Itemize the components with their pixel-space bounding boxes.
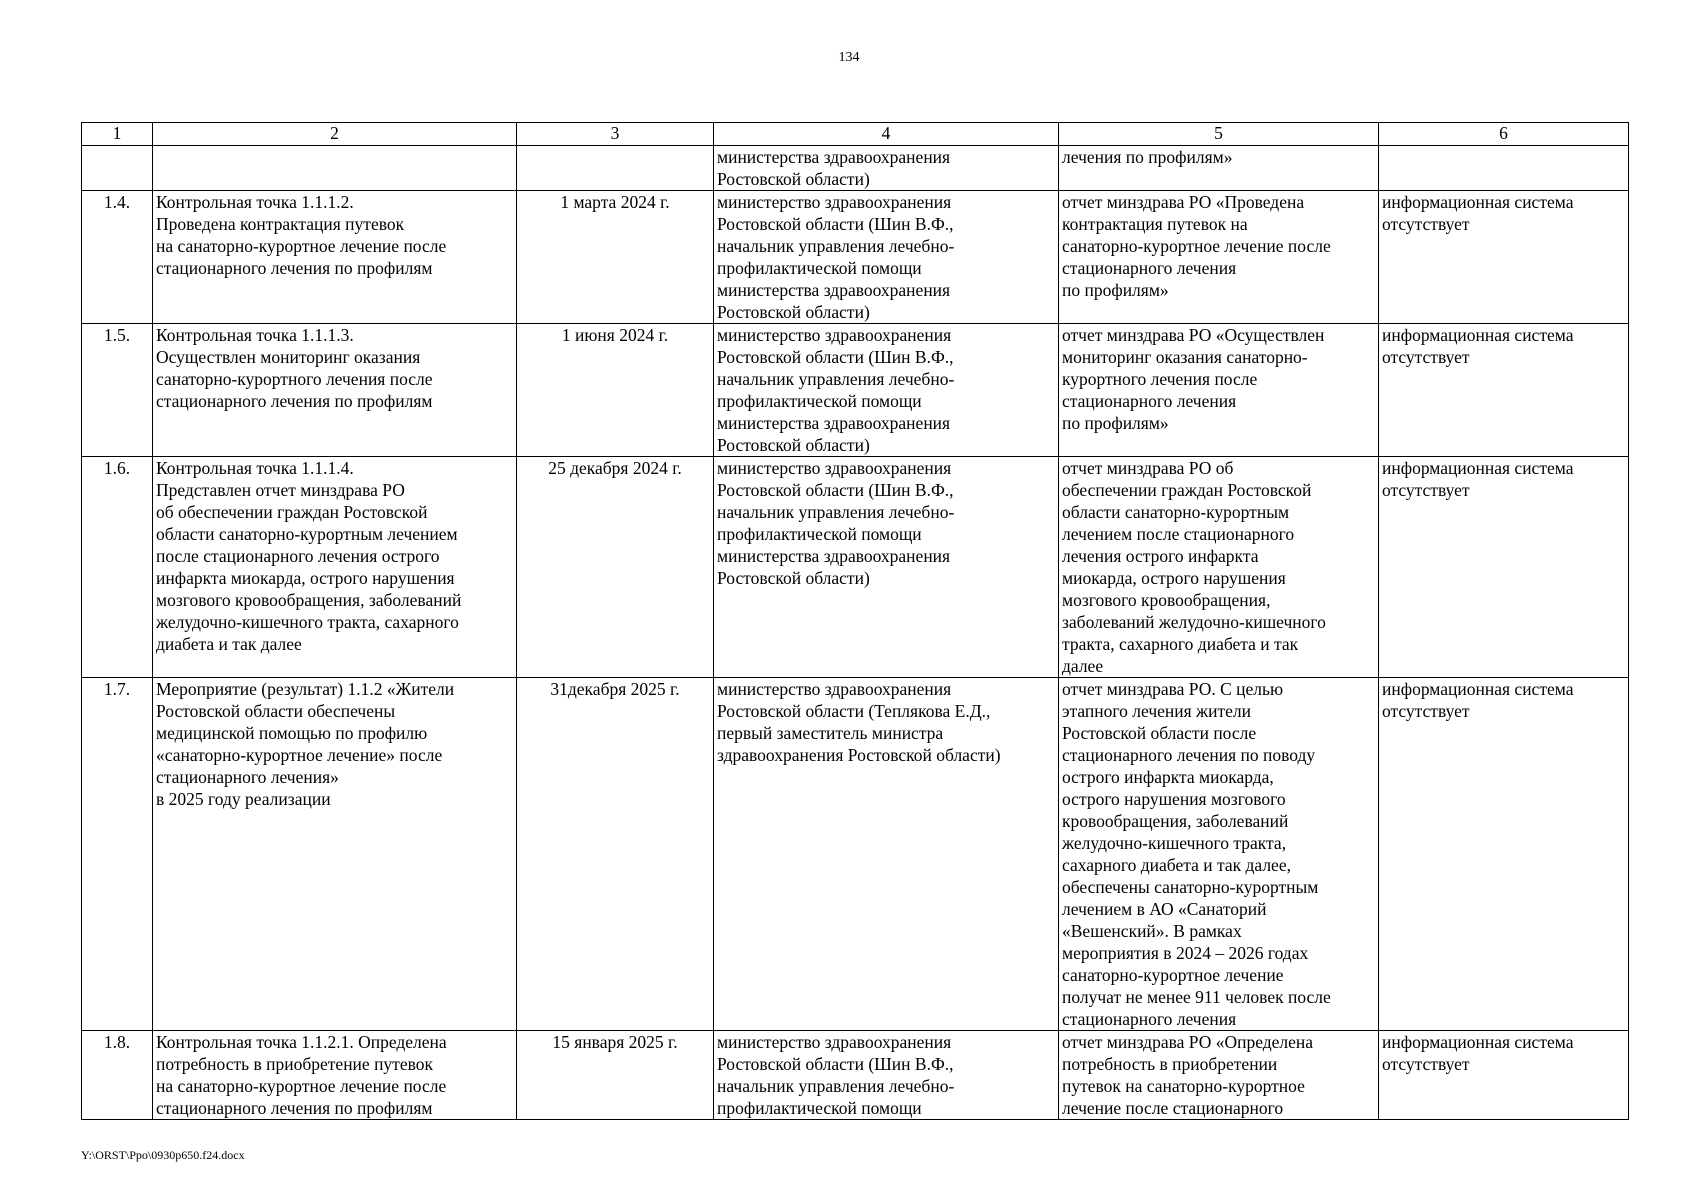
deadline-cell: 1 июня 2024 г. [517, 324, 714, 457]
cell-text-line: начальник управления лечебно- [717, 1076, 955, 1096]
header-cell-1: 1 [82, 123, 153, 146]
responsible-cell [714, 324, 1059, 457]
table-row [82, 324, 1629, 457]
cell-text-line: санаторно-курортное лечение после [1062, 236, 1331, 256]
cell-text-line: санаторно-курортного лечения после [156, 369, 433, 389]
row-number-cell [82, 146, 153, 191]
cell-text-line: отсутствует [1382, 347, 1470, 367]
cell-text-line: стационарного лечения по профилям [156, 258, 433, 278]
table-row [82, 1031, 1629, 1120]
cell-text-line: Ростовской области (Шин В.Ф., [717, 480, 954, 500]
cell-text-line: Представлен отчет минздрава РО [156, 480, 405, 500]
result-cell [1059, 678, 1379, 1031]
cell-text-line: острого нарушения мозгового [1062, 789, 1286, 809]
measure-name-cell [153, 1031, 517, 1120]
result-cell [1059, 191, 1379, 324]
cell-text-line: получат не менее 911 человек после [1062, 987, 1331, 1007]
cell-text-line: начальник управления лечебно- [717, 502, 955, 522]
cell-text-line: Осуществлен мониторинг оказания [156, 347, 421, 367]
cell-text-line: Ростовской области) [717, 169, 870, 189]
deadline-cell: 25 декабря 2024 г. [517, 457, 714, 678]
cell-text-line: медицинской помощью по профилю [156, 723, 428, 743]
cell-text-line: стационарного лечения [1062, 258, 1237, 278]
cell-text-line: Мероприятие (результат) 1.1.2 «Жители [156, 679, 455, 699]
result-cell [1059, 146, 1379, 191]
cell-text-line: отсутствует [1382, 701, 1470, 721]
info-system-cell [1379, 1031, 1629, 1120]
cell-text-line: диабета и так далее [156, 634, 302, 654]
info-system-cell [1379, 457, 1629, 678]
cell-text-line: стационарного лечения по поводу [1062, 745, 1316, 765]
header-cell-2: 2 [153, 123, 517, 146]
info-system-cell [1379, 146, 1629, 191]
cell-text-line: здравоохранения Ростовской области) [717, 745, 1001, 765]
cell-text-line: санаторно-курортное лечение [1062, 965, 1284, 985]
cell-text-line: инфаркта миокарда, острого нарушения [156, 568, 455, 588]
cell-text-line: Ростовской области обеспечены [156, 701, 396, 721]
cell-text-line: по профилям» [1062, 413, 1169, 433]
cell-text-line: Ростовской области (Шин В.Ф., [717, 214, 954, 234]
cell-text-line: профилактической помощи [717, 391, 922, 411]
cell-text-line: лечением после стационарного [1062, 524, 1295, 544]
deadline-cell: 15 января 2025 г. [517, 1031, 714, 1120]
cell-text-line: заболеваний желудочно-кишечного [1062, 612, 1326, 632]
cell-text-line: Контрольная точка 1.1.1.4. [156, 458, 354, 478]
cell-text-line: об обеспечении граждан Ростовской [156, 502, 428, 522]
cell-text-line: министерство здравоохранения [717, 325, 952, 345]
cell-text-line: мозгового кровообращения, [1062, 590, 1271, 610]
info-system-cell [1379, 324, 1629, 457]
cell-text-line: стационарного лечения [1062, 391, 1237, 411]
cell-text-line: обеспечении граждан Ростовской [1062, 480, 1312, 500]
cell-text-line: стационарного лечения по профилям [156, 1098, 433, 1118]
cell-text-line: Ростовской области (Теплякова Е.Д., [717, 701, 991, 721]
cell-text-line: отчет минздрава РО. С целью [1062, 679, 1284, 699]
measure-name-cell [153, 457, 517, 678]
cell-text-line: отчет минздрава РО «Определена [1062, 1032, 1314, 1052]
measures-table [81, 122, 1629, 1120]
measure-name-cell [153, 678, 517, 1031]
cell-text-line: отчет минздрава РО «Проведена [1062, 192, 1305, 212]
info-system-cell [1379, 191, 1629, 324]
cell-text-line: министерство здравоохранения [717, 679, 952, 699]
cell-text-line: отсутствует [1382, 214, 1470, 234]
cell-text-line: желудочно-кишечного тракта, сахарного [156, 612, 459, 632]
deadline-cell: 1 марта 2024 г. [517, 191, 714, 324]
responsible-cell [714, 191, 1059, 324]
cell-text-line: мозгового кровообращения, заболеваний [156, 590, 462, 610]
cell-text-line: начальник управления лечебно- [717, 236, 955, 256]
responsible-cell [714, 678, 1059, 1031]
deadline-cell: 31декабря 2025 г. [517, 678, 714, 1031]
cell-text-line: стационарного лечения [1062, 1009, 1237, 1029]
header-row [82, 123, 1629, 146]
cell-text-line: «санаторно-курортное лечение» после [156, 745, 443, 765]
cell-text-line: этапного лечения жители [1062, 701, 1252, 721]
cell-text-line: информационная система [1382, 1032, 1574, 1052]
cell-text-line: министерства здравоохранения [717, 147, 951, 167]
cell-text-line: отсутствует [1382, 480, 1470, 500]
row-number-cell: 1.4. [82, 191, 153, 324]
cell-text-line: на санаторно-курортное лечение после [156, 236, 447, 256]
cell-text-line: потребность в приобретении [1062, 1054, 1278, 1074]
cell-text-line: отсутствует [1382, 1054, 1470, 1074]
cell-text-line: стационарного лечения» [156, 767, 339, 787]
result-cell [1059, 1031, 1379, 1120]
header-cell-3: 3 [517, 123, 714, 146]
cell-text-line: профилактической помощи [717, 258, 922, 278]
result-cell [1059, 457, 1379, 678]
cell-text-line: лечение после стационарного [1062, 1098, 1284, 1118]
cell-text-line: мониторинг оказания санаторно- [1062, 347, 1308, 367]
cell-text-line: Контрольная точка 1.1.1.2. [156, 192, 354, 212]
cell-text-line: после стационарного лечения острого [156, 546, 440, 566]
cell-text-line: «Вешенский». В рамках [1062, 921, 1242, 941]
cell-text-line: области санаторно-курортным лечением [156, 524, 458, 544]
cell-text-line: Ростовской области) [717, 435, 870, 455]
cell-text-line: Ростовской области (Шин В.Ф., [717, 1054, 954, 1074]
cell-text-line: профилактической помощи [717, 1098, 922, 1118]
cell-text-line: по профилям» [1062, 280, 1169, 300]
cell-text-line: мероприятия в 2024 – 2026 годах [1062, 943, 1309, 963]
cell-text-line: кровообращения, заболеваний [1062, 811, 1289, 831]
measure-name-cell [153, 324, 517, 457]
cell-text-line: лечения по профилям» [1062, 147, 1233, 167]
cell-text-line: в 2025 году реализации [156, 789, 331, 809]
row-number-cell: 1.5. [82, 324, 153, 457]
cell-text-line: отчет минздрава РО «Осуществлен [1062, 325, 1325, 345]
cell-text-line: министерство здравоохранения [717, 458, 952, 478]
responsible-cell [714, 146, 1059, 191]
cell-text-line: Ростовской области (Шин В.Ф., [717, 347, 954, 367]
cell-text-line: сахарного диабета и так далее, [1062, 855, 1291, 875]
cell-text-line: острого инфаркта миокарда, [1062, 767, 1274, 787]
deadline-cell [517, 146, 714, 191]
cell-text-line: стационарного лечения по профилям [156, 391, 433, 411]
cell-text-line: информационная система [1382, 192, 1574, 212]
table-row [82, 678, 1629, 1031]
table-row [82, 191, 1629, 324]
responsible-cell [714, 457, 1059, 678]
row-number-cell: 1.6. [82, 457, 153, 678]
cell-text-line: потребность в приобретение путевок [156, 1054, 433, 1074]
cell-text-line: информационная система [1382, 679, 1574, 699]
cell-text-line: отчет минздрава РО об [1062, 458, 1234, 478]
cell-text-line: тракта, сахарного диабета и так [1062, 634, 1299, 654]
cell-text-line: на санаторно-курортное лечение после [156, 1076, 447, 1096]
cell-text-line: желудочно-кишечного тракта, [1062, 833, 1287, 853]
cell-text-line: министерство здравоохранения [717, 1032, 952, 1052]
cell-text-line: далее [1062, 656, 1104, 676]
row-number-cell: 1.7. [82, 678, 153, 1031]
cell-text-line: лечением в АО «Санаторий [1062, 899, 1267, 919]
responsible-cell [714, 1031, 1059, 1120]
page-number: 134 [838, 50, 860, 65]
cell-text-line: Контрольная точка 1.1.1.3. [156, 325, 354, 345]
cell-text-line: миокарда, острого нарушения [1062, 568, 1286, 588]
cell-text-line: Ростовской области) [717, 568, 870, 588]
footer-file-path: Y:\ORST\Ppo\0930p650.f24.docx [81, 1148, 245, 1162]
cell-text-line: информационная система [1382, 325, 1574, 345]
cell-text-line: области санаторно-курортным [1062, 502, 1290, 522]
header-cell-6: 6 [1379, 123, 1629, 146]
cell-text-line: путевок на санаторно-курортное [1062, 1076, 1305, 1096]
cell-text-line: министерства здравоохранения [717, 546, 951, 566]
measure-name-cell [153, 146, 517, 191]
cell-text-line: информационная система [1382, 458, 1574, 478]
table-row [82, 146, 1629, 191]
measure-name-cell [153, 191, 517, 324]
header-cell-5: 5 [1059, 123, 1379, 146]
cell-text-line: курортного лечения после [1062, 369, 1258, 389]
cell-text-line: министерства здравоохранения [717, 280, 951, 300]
cell-text-line: Проведена контрактация путевок [156, 214, 405, 234]
table-row [82, 457, 1629, 678]
cell-text-line: Контрольная точка 1.1.2.1. Определена [156, 1032, 447, 1052]
cell-text-line: министерства здравоохранения [717, 413, 951, 433]
cell-text-line: начальник управления лечебно- [717, 369, 955, 389]
cell-text-line: Ростовской области) [717, 302, 870, 322]
cell-text-line: первый заместитель министра [717, 723, 944, 743]
header-cell-4: 4 [714, 123, 1059, 146]
row-number-cell: 1.8. [82, 1031, 153, 1120]
info-system-cell [1379, 678, 1629, 1031]
cell-text-line: обеспечены санаторно-курортным [1062, 877, 1319, 897]
cell-text-line: министерство здравоохранения [717, 192, 952, 212]
cell-text-line: профилактической помощи [717, 524, 922, 544]
cell-text-line: лечения острого инфаркта [1062, 546, 1259, 566]
cell-text-line: контрактация путевок на [1062, 214, 1248, 234]
cell-text-line: Ростовской области после [1062, 723, 1257, 743]
result-cell [1059, 324, 1379, 457]
